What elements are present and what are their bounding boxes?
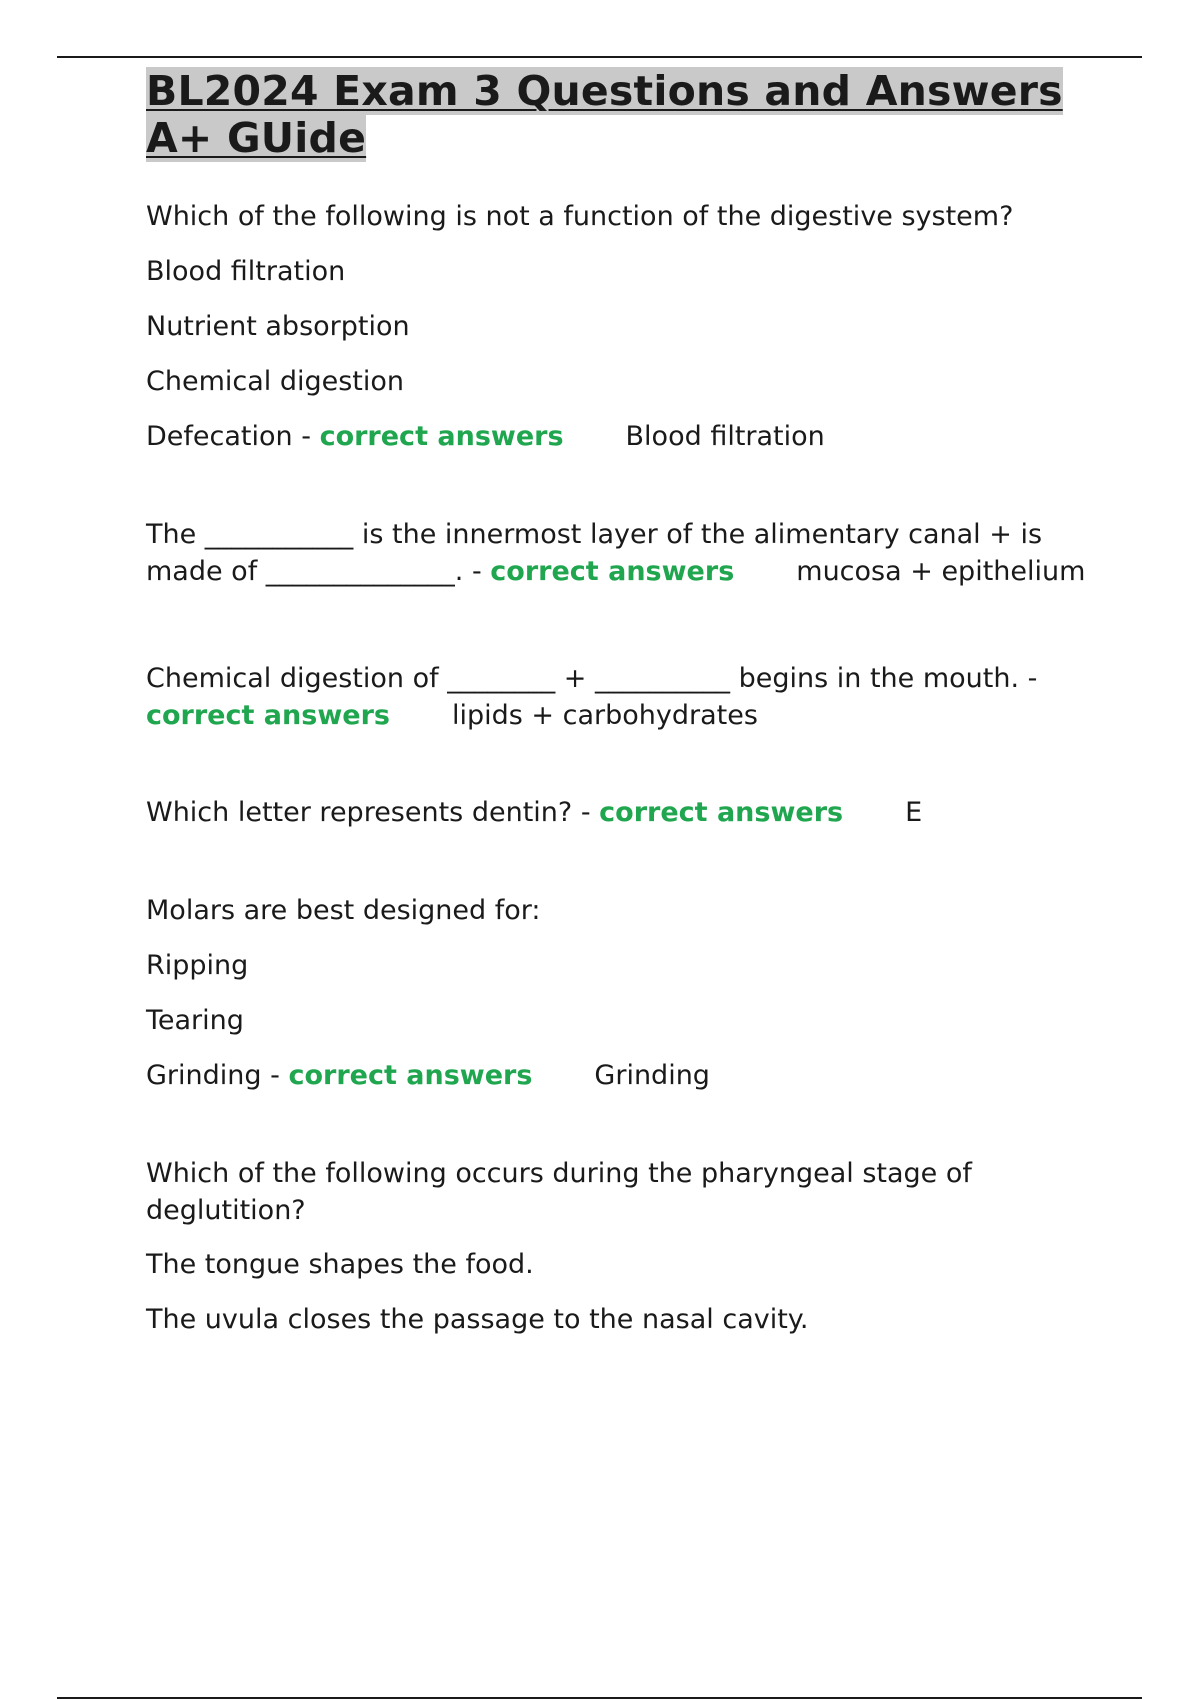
option-with-answer: Grinding - correct answers Grinding xyxy=(146,1060,710,1091)
answer-text: lipids + carbohydrates xyxy=(451,700,758,731)
qa-item xyxy=(146,892,1096,1095)
option-text: Tearing xyxy=(146,1005,244,1036)
question-text: Which letter represents dentin? xyxy=(146,797,573,828)
correct-answers-marker: correct answers xyxy=(490,556,735,587)
question-text: Which of the following occurs during the pharyngeal stage of deglutition? xyxy=(146,1158,972,1226)
option-text: The tongue shapes the food. xyxy=(146,1249,534,1280)
option-text: Chemical digestion xyxy=(146,366,405,397)
correct-answers-marker: correct answers xyxy=(146,700,390,731)
option-text: Nutrient absorption xyxy=(146,311,410,342)
question-text: Molars are best designed for: xyxy=(146,895,541,926)
qa-item xyxy=(146,516,1096,590)
answer-text: Grinding xyxy=(594,1060,710,1091)
qa-item xyxy=(146,198,1096,456)
qa-item xyxy=(146,660,1096,734)
question-text: The ___________ is the innermost layer of the alimentary canal + is made of ______________. xyxy=(146,519,1043,587)
correct-answers-marker: correct answers xyxy=(288,1060,533,1091)
document-body xyxy=(146,68,1096,1385)
question-text: Which of the following is not a function of the digestive system? xyxy=(146,201,1014,232)
option-text: Ripping xyxy=(146,950,249,981)
qa-item xyxy=(146,1155,1096,1339)
option-text: Grinding xyxy=(146,1060,262,1091)
top-rule xyxy=(57,56,1142,58)
bottom-rule xyxy=(57,1697,1142,1699)
answer-text: Blood filtration xyxy=(625,421,825,452)
answer-text: E xyxy=(905,797,923,828)
question-with-answer: The ___________ is the innermost layer of the alimentary canal + is made of ______________. - correct answers mucosa + epithelium xyxy=(146,519,1086,587)
option-with-answer: Defecation - correct answers Blood filtration xyxy=(146,421,825,452)
qa-item xyxy=(146,794,1096,832)
document-title: BL2024 Exam 3 Questions and Answers A+ GUide xyxy=(146,67,1063,162)
correct-answers-marker: correct answers xyxy=(599,797,844,828)
option-text: Blood filtration xyxy=(146,256,346,287)
option-text: Defecation xyxy=(146,421,293,452)
option-text: The uvula closes the passage to the nasal cavity. xyxy=(146,1304,809,1335)
question-with-answer: Which letter represents dentin? - correct answers E xyxy=(146,797,923,828)
answer-text: mucosa + epithelium xyxy=(796,556,1086,587)
question-text: Chemical digestion of ________ + __________ begins in the mouth. xyxy=(146,663,1020,694)
correct-answers-marker: correct answers xyxy=(319,421,564,452)
question-with-answer: Chemical digestion of ________ + __________ begins in the mouth. - correct answers lipids + carbohydrates xyxy=(146,663,1038,731)
